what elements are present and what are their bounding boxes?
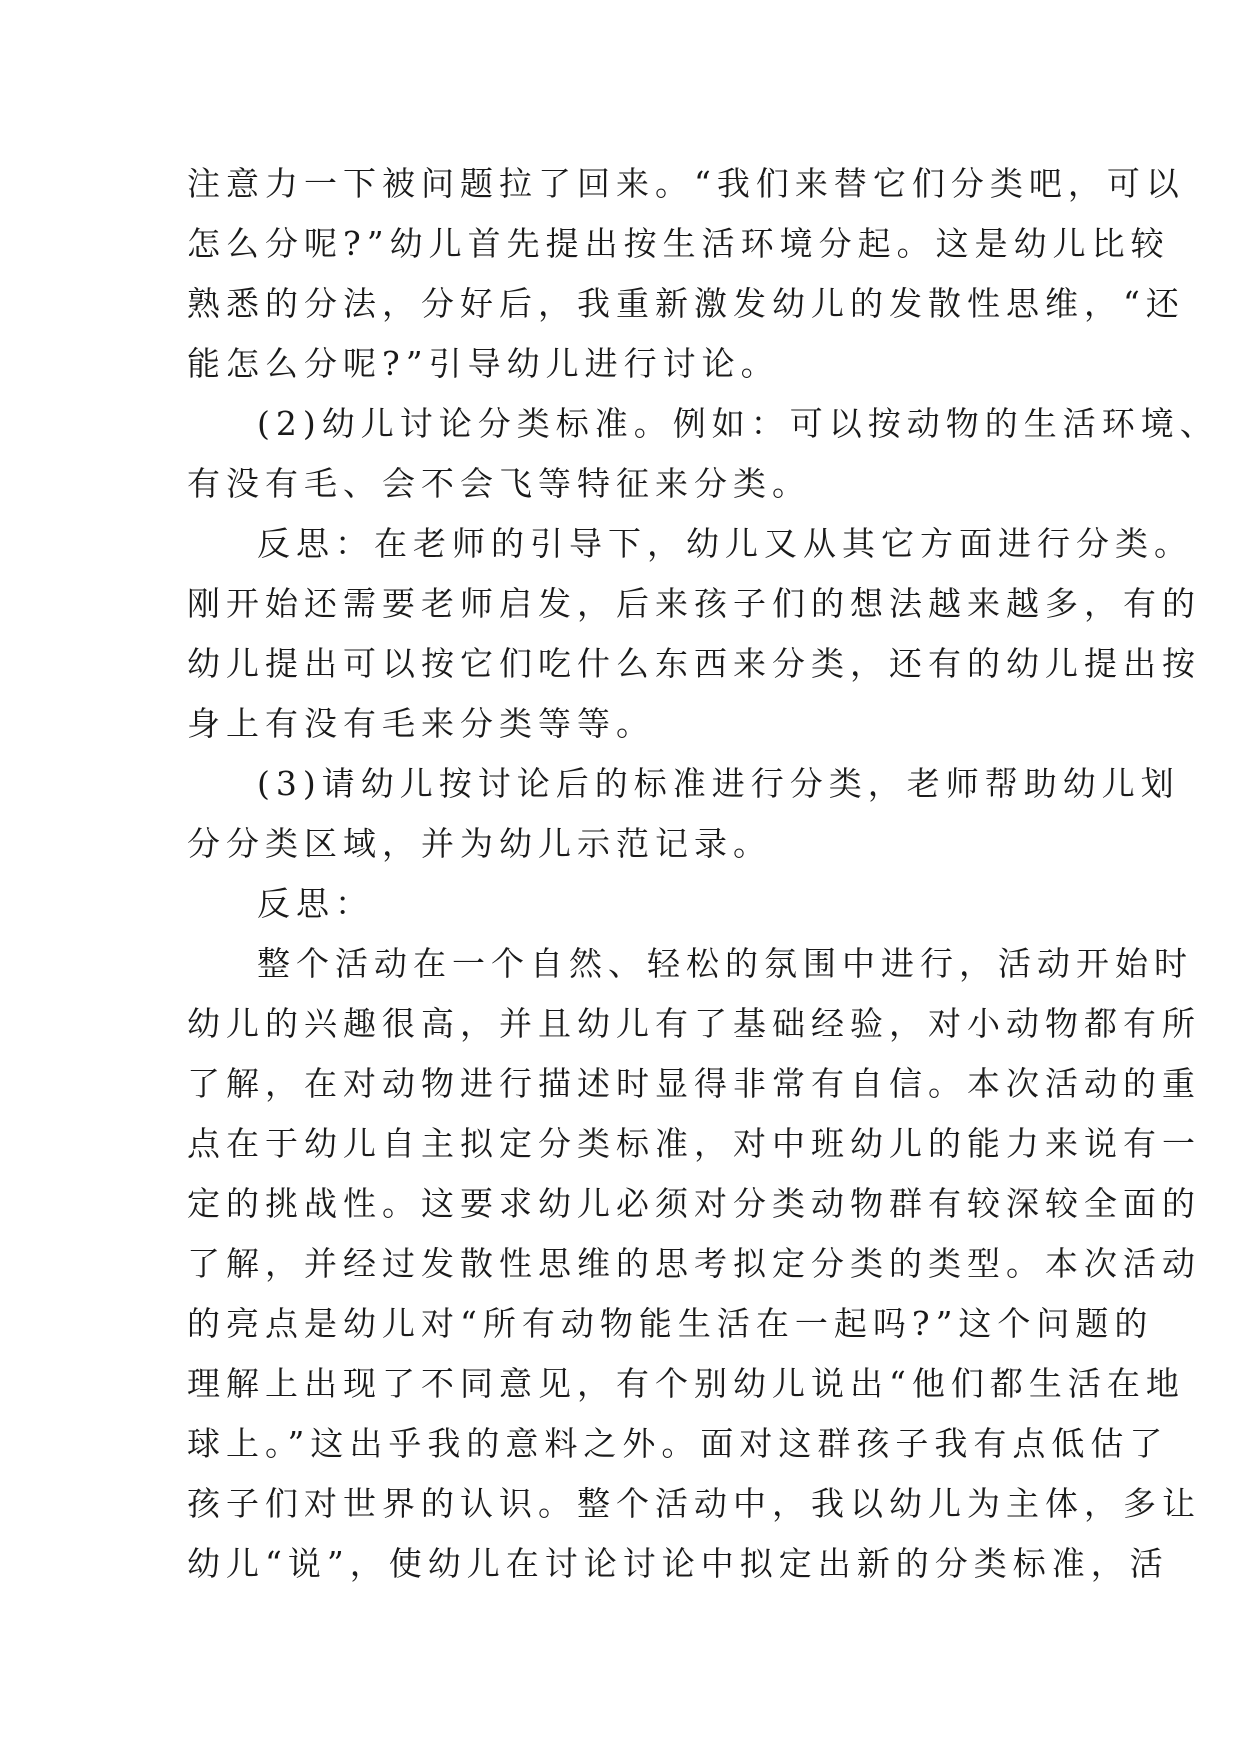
text-line: 了解，并经过发散性思维的思考拟定分类的类型。本次活动 bbox=[187, 1244, 1201, 1283]
text-line: 注意力一下被问题拉了回来。“我们来替它们分类吧，可以 bbox=[187, 164, 1185, 203]
text-line: 点在于幼儿自主拟定分类标准，对中班幼儿的能力来说有一 bbox=[187, 1124, 1201, 1163]
text-line: 整个活动在一个自然、轻松的氛围中进行，活动开始时 bbox=[257, 944, 1193, 983]
text-line: 的亮点是幼儿对“所有动物能生活在一起吗?”这个问题的 bbox=[187, 1304, 1154, 1343]
text-line: 怎么分呢?”幼儿首先提出按生活环境分起。这是幼儿比较 bbox=[187, 224, 1170, 263]
text-line: 刚开始还需要老师启发，后来孩子们的想法越来越多，有的 bbox=[187, 584, 1201, 623]
text-line: 幼儿的兴趣很高，并且幼儿有了基础经验，对小动物都有所 bbox=[187, 1004, 1201, 1043]
text-line: 有没有毛、会不会飞等特征来分类。 bbox=[187, 464, 811, 503]
text-line: 了解，在对动物进行描述时显得非常有自信。本次活动的重 bbox=[187, 1064, 1201, 1103]
text-line: 幼儿提出可以按它们吃什么东西来分类，还有的幼儿提出按 bbox=[187, 644, 1201, 683]
text-line: 能怎么分呢?”引导幼儿进行讨论。 bbox=[187, 344, 780, 383]
text-line: 反思： bbox=[257, 884, 374, 923]
text-line: 定的挑战性。这要求幼儿必须对分类动物群有较深较全面的 bbox=[187, 1184, 1201, 1223]
document-body bbox=[187, 154, 1219, 1594]
text-line: 分分类区域，并为幼儿示范记录。 bbox=[187, 824, 772, 863]
text-line: 反思：在老师的引导下，幼儿又从其它方面进行分类。 bbox=[257, 524, 1193, 563]
text-line: (3)请幼儿按讨论后的标准进行分类，老师帮助幼儿划 bbox=[257, 764, 1180, 803]
text-line: 熟悉的分法，分好后，我重新激发幼儿的发散性思维，“还 bbox=[187, 284, 1185, 323]
text-line: (2)幼儿讨论分类标准。例如：可以按动物的生活环境、 bbox=[257, 404, 1219, 443]
text-line: 球上。”这出乎我的意料之外。面对这群孩子我有点低估了 bbox=[187, 1424, 1169, 1463]
text-line: 幼儿“说”，使幼儿在讨论讨论中拟定出新的分类标准，活 bbox=[187, 1544, 1169, 1583]
text-line: 理解上出现了不同意见，有个别幼儿说出“他们都生活在地 bbox=[187, 1364, 1185, 1403]
text-line: 孩子们对世界的认识。整个活动中，我以幼儿为主体，多让 bbox=[187, 1484, 1201, 1523]
text-line: 身上有没有毛来分类等等。 bbox=[187, 704, 655, 743]
